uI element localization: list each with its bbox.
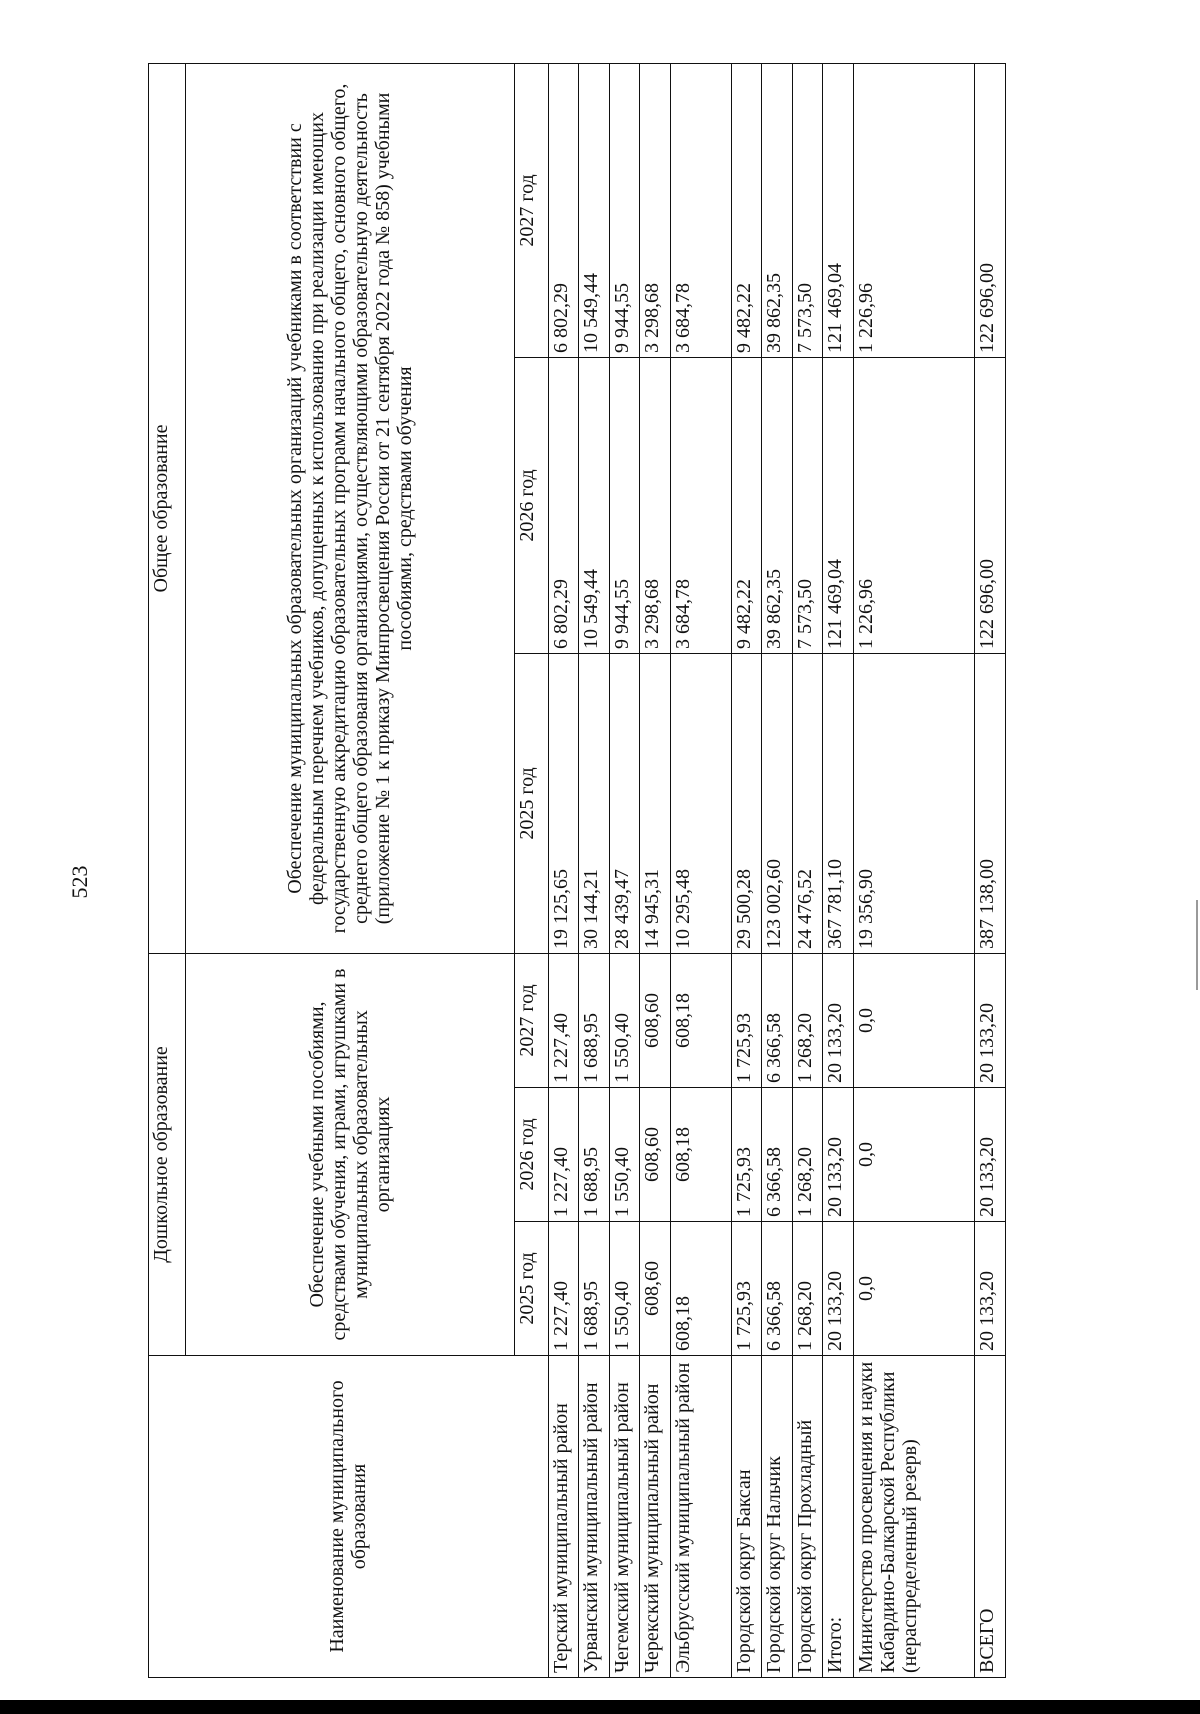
row-value: 19 356,90 xyxy=(853,653,975,953)
header-preschool-group: Дошкольное образование xyxy=(149,953,186,1355)
header-year: 2027 год xyxy=(514,63,548,357)
row-value: 1 227,40 xyxy=(548,953,578,1087)
row-value: 28 439,47 xyxy=(609,653,639,953)
row-value: 1 226,96 xyxy=(853,357,975,653)
table-row xyxy=(548,63,578,1677)
table-row xyxy=(792,63,822,1677)
row-value: 30 144,21 xyxy=(579,653,609,953)
row-value: 29 500,28 xyxy=(731,653,761,953)
header-year: 2027 год xyxy=(514,953,548,1087)
header-municipality-name: Наименование муниципального образования xyxy=(149,1356,549,1678)
row-name: Министерство просвещения и науки Кабардино-Балкарской Республики (нераспределенный резерв) xyxy=(853,1356,975,1678)
row-value: 20 133,20 xyxy=(975,953,1006,1087)
row-value: 608,18 xyxy=(670,1088,731,1222)
row-value: 6 802,29 xyxy=(548,357,578,653)
row-value: 1 550,40 xyxy=(609,1088,639,1222)
row-value: 24 476,52 xyxy=(792,653,822,953)
row-value: 9 482,22 xyxy=(731,63,761,357)
row-value: 608,60 xyxy=(640,1088,670,1222)
row-value: 608,18 xyxy=(670,953,731,1087)
row-value: 20 133,20 xyxy=(823,953,853,1087)
row-value: 1 550,40 xyxy=(609,1222,639,1356)
row-value: 1 688,95 xyxy=(579,1088,609,1222)
row-value: 121 469,04 xyxy=(823,63,853,357)
header-row-groups xyxy=(149,63,186,1677)
row-value: 0,0 xyxy=(853,1088,975,1222)
row-value: 1 227,40 xyxy=(548,1088,578,1222)
header-general-group: Общее образование xyxy=(149,63,186,953)
row-value: 1 268,20 xyxy=(792,953,822,1087)
table-row xyxy=(670,63,731,1677)
row-value: 122 696,00 xyxy=(975,357,1006,653)
row-value: 1 227,40 xyxy=(548,1222,578,1356)
row-value: 1 268,20 xyxy=(792,1088,822,1222)
row-value: 10 549,44 xyxy=(579,63,609,357)
row-value: 1 550,40 xyxy=(609,953,639,1087)
table-row-total xyxy=(975,63,1006,1677)
row-value: 3 684,78 xyxy=(670,357,731,653)
row-value: 19 125,65 xyxy=(548,653,578,953)
row-value: 6 366,58 xyxy=(762,953,792,1087)
funding-table xyxy=(148,63,1006,1678)
row-value: 6 366,58 xyxy=(762,1222,792,1356)
table-row xyxy=(731,63,761,1677)
row-value: 39 862,35 xyxy=(762,357,792,653)
page-number: 523 xyxy=(67,865,92,899)
row-value: 608,18 xyxy=(670,1222,731,1356)
row-name: Чегемский муниципальный район xyxy=(609,1356,639,1678)
row-value: 3 684,78 xyxy=(670,63,731,357)
header-year: 2026 год xyxy=(514,1088,548,1222)
rotated-table-sheet xyxy=(148,64,1006,1678)
row-value: 3 298,68 xyxy=(640,63,670,357)
row-value: 608,60 xyxy=(640,1222,670,1356)
row-name: Городской округ Прохладный xyxy=(792,1356,822,1678)
row-name: Черекский муниципальный район xyxy=(640,1356,670,1678)
table-row xyxy=(579,63,609,1677)
row-value: 7 573,50 xyxy=(792,357,822,653)
row-value: 6 366,58 xyxy=(762,1088,792,1222)
row-value: 20 133,20 xyxy=(823,1222,853,1356)
row-value: 10 295,48 xyxy=(670,653,731,953)
row-value: 20 133,20 xyxy=(975,1222,1006,1356)
row-value: 14 945,31 xyxy=(640,653,670,953)
header-preschool-description: Обеспечение учебными пособиями, средствами обучения, играми, игрушками в муниципальных образовательных организациях xyxy=(185,953,514,1355)
row-value: 6 802,29 xyxy=(548,63,578,357)
table-row-subtotal xyxy=(823,63,853,1677)
row-value: 9 944,55 xyxy=(609,357,639,653)
row-value: 1 226,96 xyxy=(853,63,975,357)
row-value: 20 133,20 xyxy=(975,1088,1006,1222)
row-value: 10 549,44 xyxy=(579,357,609,653)
row-value: 1 725,93 xyxy=(731,1088,761,1222)
row-value: 122 696,00 xyxy=(975,63,1006,357)
scan-edge-mark xyxy=(1196,900,1198,990)
header-year: 2026 год xyxy=(514,357,548,653)
row-value: 0,0 xyxy=(853,1222,975,1356)
row-value: 367 781,10 xyxy=(823,653,853,953)
row-value: 9 482,22 xyxy=(731,357,761,653)
row-value: 1 725,93 xyxy=(731,1222,761,1356)
row-value: 20 133,20 xyxy=(823,1088,853,1222)
row-name: Городской округ Баксан xyxy=(731,1356,761,1678)
row-value: 9 944,55 xyxy=(609,63,639,357)
table-row xyxy=(762,63,792,1677)
row-name: Итого: xyxy=(823,1356,853,1678)
row-value: 1 725,93 xyxy=(731,953,761,1087)
table-row xyxy=(640,63,670,1677)
row-value: 1 688,95 xyxy=(579,1222,609,1356)
row-value: 1 268,20 xyxy=(792,1222,822,1356)
row-value: 7 573,50 xyxy=(792,63,822,357)
row-name: Терский муниципальный район xyxy=(548,1356,578,1678)
row-name: Урванский муниципальный район xyxy=(579,1356,609,1678)
row-value: 39 862,35 xyxy=(762,63,792,357)
row-name: ВСЕГО xyxy=(975,1356,1006,1678)
row-value: 121 469,04 xyxy=(823,357,853,653)
header-year: 2025 год xyxy=(514,1222,548,1356)
row-value: 387 138,00 xyxy=(975,653,1006,953)
table-row xyxy=(609,63,639,1677)
row-value: 0,0 xyxy=(853,953,975,1087)
row-value: 123 002,60 xyxy=(762,653,792,953)
header-year: 2025 год xyxy=(514,653,548,953)
row-value: 1 688,95 xyxy=(579,953,609,1087)
row-name: Городской округ Нальчик xyxy=(762,1356,792,1678)
row-value: 608,60 xyxy=(640,953,670,1087)
table-row-reserve xyxy=(853,63,975,1677)
scan-bottom-border xyxy=(0,1700,1200,1714)
row-name: Эльбрусский муниципальный район xyxy=(670,1356,731,1678)
row-value: 3 298,68 xyxy=(640,357,670,653)
header-general-description: Обеспечение муниципальных образовательных организаций учебниками в соответствии с федеральным перечнем учебников, допущенных к использованию при реализации имеющих государственную аккредитацию образовательных программ начального общего, основного общего, среднего общего образования организациями, осуществляющими образовательную деятельность (приложение № 1 к приказу Минпросвещения России от 21 сентября 2022 года № 858) учебными пособиями, средствами обучения xyxy=(185,63,514,953)
